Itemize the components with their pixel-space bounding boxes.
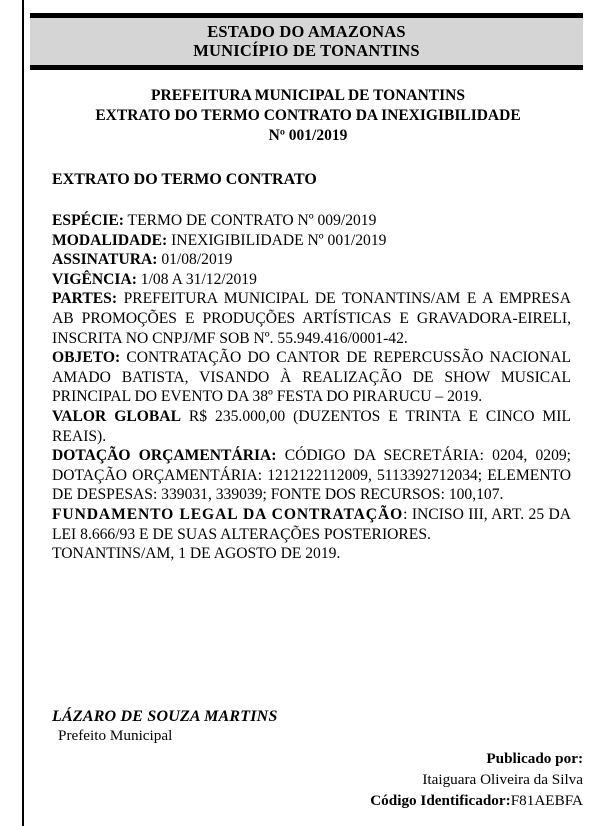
field-especie-value: TERMO DE CONTRATO Nº 009/2019 — [123, 212, 377, 229]
publisher-name: Itaiguara Oliveira da Silva — [422, 771, 583, 788]
publisher-name-line — [370, 769, 583, 790]
field-fundamento-value: : INCISO III, ART. 25 DA LEI 8.666/93 E DE SUAS ALTERAÇÕES POSTERIORES. — [52, 505, 572, 543]
field-fundamento-label: FUNDAMENTO LEGAL DA CONTRATAÇÃO — [52, 505, 404, 523]
document-title-line-1: PREFEITURA MUNICIPAL DE TONANTINS — [151, 87, 465, 104]
field-modalidade-value: INEXIGIBILIDADE Nº 001/2019 — [167, 231, 387, 249]
masthead-banner — [30, 13, 583, 70]
field-dotacao-orcamentaria — [52, 446, 571, 505]
field-modalidade — [52, 231, 571, 251]
field-objeto-value: CONTRATAÇÃO DO CANTOR DE REPERCUSSÃO NACIONAL AMADO BATISTA, VISANDO À REALIZAÇÃO DE SHOW MUSICAL PRINCIPAL DO EVENTO DA 38º FESTA DO PIRARUCU – 2019. — [52, 349, 571, 406]
document-title-line-3: Nº 001/2019 — [268, 127, 348, 144]
section-heading: EXTRATO DO TERMO CONTRATO — [52, 171, 317, 188]
field-fundamento-legal — [52, 505, 571, 544]
field-partes — [52, 289, 571, 348]
document-title — [48, 86, 568, 146]
field-local-data: TONANTINS/AM, 1 DE AGOSTO DE 2019. — [52, 545, 341, 563]
field-modalidade-label: MODALIDADE: — [52, 231, 168, 249]
identifier-line — [370, 790, 583, 811]
field-assinatura — [52, 250, 571, 270]
field-objeto-label: OBJETO: — [52, 349, 121, 367]
masthead-state-line: ESTADO DO AMAZONAS — [207, 22, 406, 41]
field-especie — [52, 211, 571, 231]
field-valor-global — [52, 407, 571, 446]
document-title-line-2: EXTRATO DO TERMO CONTRATO DA INEXIGIBILIDADE — [95, 107, 521, 124]
field-especie-label: ESPÉCIE: — [52, 212, 124, 229]
field-dotacao-label: DOTAÇÃO ORÇAMENTÁRIA: — [52, 447, 277, 465]
signatory-name: LÁZARO DE SOUZA MARTINS — [52, 708, 278, 725]
publication-footer — [370, 748, 583, 811]
field-dotacao-value: CÓDIGO DA SECRETÁRIA: 0204, 0209; DOTAÇÃO ORÇAMENTÁRIA: 1212122112009, 5113392712034; ELEMENTO DE DESPESAS: 339031, 339039; FONTE DOS RECURSOS: 100,107. — [52, 447, 572, 504]
field-vigencia-value: 1/08 A 31/12/2019 — [136, 270, 257, 288]
field-assinatura-value: 01/08/2019 — [157, 251, 233, 269]
field-valor-global-value: R$ 235.000,00 (DUZENTOS E TRINTA E CINCO MIL REAIS). — [52, 407, 571, 445]
identifier-label: Código Identificador: — [370, 792, 511, 809]
signatory-role: Prefeito Municipal — [58, 727, 173, 744]
signature-block — [52, 707, 452, 745]
field-objeto — [52, 348, 571, 407]
field-vigencia-label: VIGÊNCIA: — [52, 270, 137, 288]
field-valor-global-label: VALOR GLOBAL — [52, 407, 181, 425]
document-body — [52, 170, 571, 564]
published-by-line — [370, 748, 583, 769]
field-assinatura-label: ASSINATURA: — [52, 251, 158, 269]
published-by-label: Publicado por: — [486, 750, 583, 767]
masthead-municipality-line: MUNICÍPIO DE TONANTINS — [193, 41, 420, 60]
field-vigencia — [52, 270, 571, 290]
field-partes-label: PARTES: — [52, 290, 118, 308]
identifier-value: F81AEBFA — [510, 792, 583, 809]
field-partes-value: PREFEITURA MUNICIPAL DE TONANTINS/AM E A EMPRESA AB PROMOÇÕES E PRODUÇÕES ARTÍSTICAS E GRAVADORA-EIRELI, INSCRITA NO CNPJ/MF SOB Nº. 55.949.416/0001-42. — [52, 290, 571, 347]
